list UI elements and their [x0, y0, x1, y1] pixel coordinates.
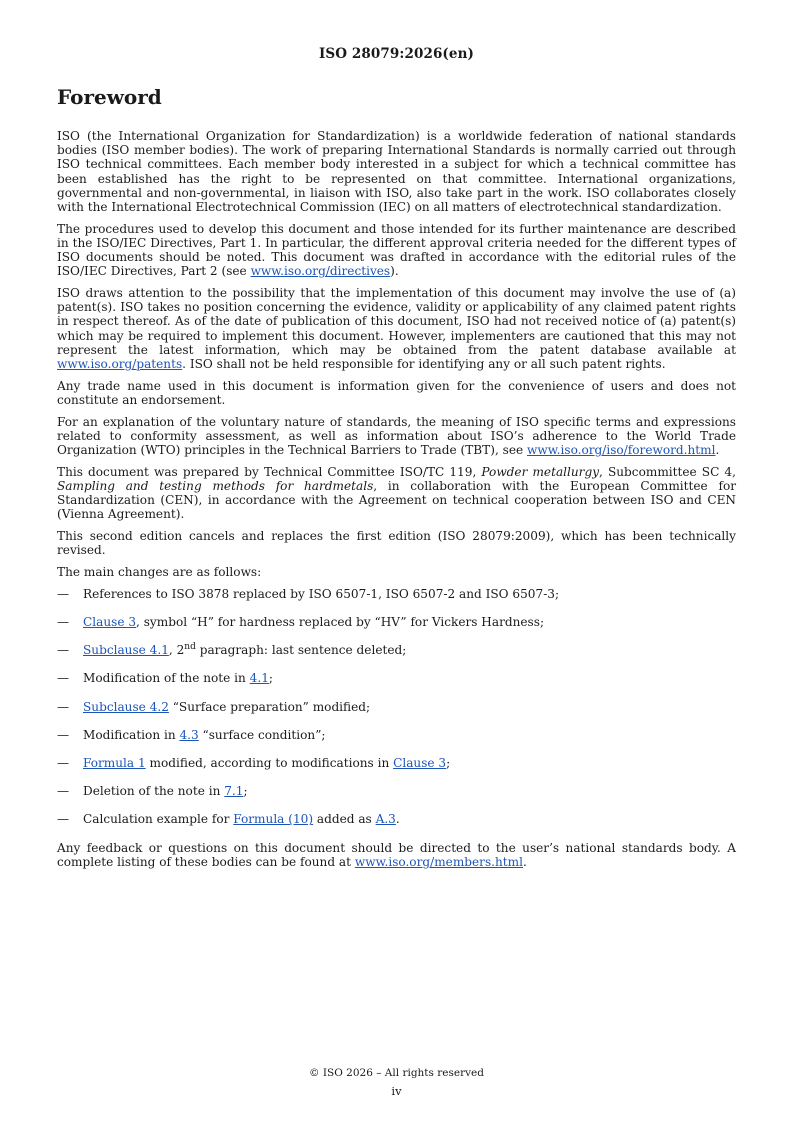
list-item: [57, 671, 736, 685]
list-item-text: [83, 812, 400, 826]
paragraph-trade-name: Any trade name used in this document is information given for the convenience of users and does not constitute an endorsement.: [57, 378, 736, 407]
paragraph-text: ).: [390, 264, 399, 279]
page-number: iv: [391, 1084, 402, 1098]
list-item: [57, 784, 736, 798]
page-footer: [0, 1066, 793, 1098]
dash-bullet: —: [57, 812, 70, 827]
list-item-text: ;: [446, 755, 451, 770]
list-item-text: [83, 643, 406, 657]
paragraph-committee: [57, 465, 736, 522]
ref-4-1-link[interactable]: 4.1: [249, 671, 269, 686]
list-item-text: “Surface preparation” modified;: [168, 699, 371, 714]
paragraph-changes-intro: The main changes are as follows:: [57, 564, 262, 579]
paragraph-text: ISO draws attention to the possibility that the implementation of this document may involve the use of (a) patent(s). ISO takes no position concerning the evidence, validity or applicability of any claimed patent rights in respect thereof. As of the date of publication of this document, ISO had not received notice of (a) patent(s) which may be required to implement this document. However, implementers are cautioned that this may not represent the latest information, which may be obtained from the patent database available at: [57, 286, 736, 357]
annex-a-3-link[interactable]: A.3: [375, 812, 396, 827]
list-item-text: Modification in: [83, 727, 180, 742]
copyright-notice: © ISO 2026 – All rights reserved: [309, 1067, 484, 1079]
list-item: [57, 643, 736, 657]
list-item: [57, 812, 736, 826]
list-item: [57, 756, 736, 770]
paragraph-text: The procedures used to develop this document and those intended for its further maintenance are described in the ISO/IEC Directives, Part 1. In particular, the different approval criteria needed for the different types of ISO documents should be noted. This document was drafted in accordance with the editorial rules of the ISO/IEC Directives, Part 2 (see: [57, 221, 736, 279]
paragraph-voluntary-nature: [57, 415, 736, 458]
ordinal-superscript: nd: [184, 642, 196, 653]
paragraph-text: , in collaboration with the European Committee for Standardization (CEN), in accordance with the Agreement on technical cooperation between ISO and CEN (Vienna Agreement).: [57, 478, 737, 522]
dash-bullet: —: [57, 614, 70, 629]
paragraph-text: .: [715, 443, 720, 458]
dash-bullet: —: [57, 699, 70, 714]
members-link[interactable]: www.iso.org/members.html: [354, 854, 523, 869]
paragraph-text: Any feedback or questions on this document should be directed to the user’s national standards body. A complete listing of these bodies can be found at: [57, 840, 736, 869]
list-item-text: .: [395, 812, 400, 827]
list-item: [57, 700, 736, 714]
dash-bullet: —: [57, 727, 70, 742]
list-item-text: [83, 784, 248, 798]
list-item-text: , 2: [168, 643, 185, 658]
paragraph-text: .: [523, 854, 527, 869]
paragraph-text: For an explanation of the voluntary nature of standards, the meaning of ISO specific terms and expressions related to conformity assessment, as well as information about ISO’s adherence to the World Trade Organization (WTO) principles in the Technical Barriers to Trade (TBT), see: [57, 414, 736, 458]
list-item-text: paragraph: last sentence deleted;: [195, 643, 407, 658]
paragraph-edition: This second edition cancels and replaces the first edition (ISO 28079:2009), which has been technically revised.: [57, 529, 736, 558]
list-item: [57, 615, 736, 629]
paragraph-feedback: [57, 841, 736, 869]
formula-10-link[interactable]: Formula (10): [233, 812, 314, 827]
committee-name: Powder metallurgy: [481, 464, 600, 479]
list-item: [57, 728, 736, 742]
paragraph-iso-intro: ISO (the International Organization for Standardization) is a worldwide federation of national standards bodies (ISO member bodies). The work of preparing International Standards is normally carried out through ISO technical committees. Each member body interested in a subject for which a technical committee has been established has the right to be represented on that committee. International organizations, governmental and non-governmental, in liaison with ISO, also take part in the work. ISO collaborates closely with the International Electrotechnical Commission (IEC) on all matters of electrotechnical standardization.: [57, 129, 736, 215]
clause-3-link[interactable]: Clause 3: [83, 614, 137, 629]
list-item-text: [83, 756, 450, 770]
list-item-text: added as: [313, 812, 376, 827]
list-item: [57, 587, 736, 601]
patents-link[interactable]: www.iso.org/patents: [57, 357, 183, 372]
document-id-header: ISO 28079:2026(en): [318, 46, 475, 62]
ref-4-3-link[interactable]: 4.3: [179, 727, 199, 742]
dash-bullet: —: [57, 643, 70, 658]
list-item-text: References to ISO 3878 replaced by ISO 6507-1, ISO 6507-2 and ISO 6507-3;: [83, 586, 560, 601]
list-item-text: “surface condition”;: [198, 727, 326, 742]
ref-7-1-link[interactable]: 7.1: [224, 784, 244, 799]
list-item-text: [83, 671, 273, 685]
changes-list: [57, 587, 736, 827]
subcommittee-name: Sampling and testing methods for hardmetals: [57, 478, 374, 493]
list-item-text: Calculation example for: [83, 812, 234, 827]
formula-1-link[interactable]: Formula 1: [83, 755, 146, 770]
list-item-text: Deletion of the note in: [83, 784, 225, 799]
dash-bullet: —: [57, 586, 70, 601]
list-item-text: [83, 700, 370, 714]
list-item-text: Modification of the note in: [83, 671, 250, 686]
foreword-link[interactable]: www.iso.org/iso/foreword.html: [527, 443, 716, 458]
directives-link[interactable]: www.iso.org/directives: [250, 264, 391, 279]
subclause-4-2-link[interactable]: Subclause 4.2: [83, 699, 169, 714]
list-item-text: [83, 615, 544, 629]
list-item-text: [83, 728, 325, 742]
page-title: Foreword: [57, 85, 162, 109]
paragraph-directives: [57, 222, 736, 279]
dash-bullet: —: [57, 755, 70, 770]
list-item-text: ;: [268, 671, 273, 686]
paragraph-patents: [57, 286, 736, 371]
subclause-4-1-link[interactable]: Subclause 4.1: [83, 643, 169, 658]
paragraph-text: . ISO shall not be held responsible for identifying any or all such patent rights.: [182, 357, 666, 372]
list-item-text: [83, 587, 559, 601]
list-item-text: modified, according to modifications in: [145, 755, 394, 770]
dash-bullet: —: [57, 671, 70, 686]
list-item-text: , symbol “H” for hardness replaced by “HV” for Vickers Hardness;: [136, 614, 545, 629]
dash-bullet: —: [57, 784, 70, 799]
clause-3-link[interactable]: Clause 3: [393, 755, 447, 770]
foreword-body: [57, 129, 736, 876]
paragraph-text: This document was prepared by Technical Committee ISO/TC 119,: [57, 464, 482, 479]
list-item-text: ;: [243, 784, 248, 799]
paragraph-text: , Subcommittee SC 4,: [599, 464, 736, 479]
